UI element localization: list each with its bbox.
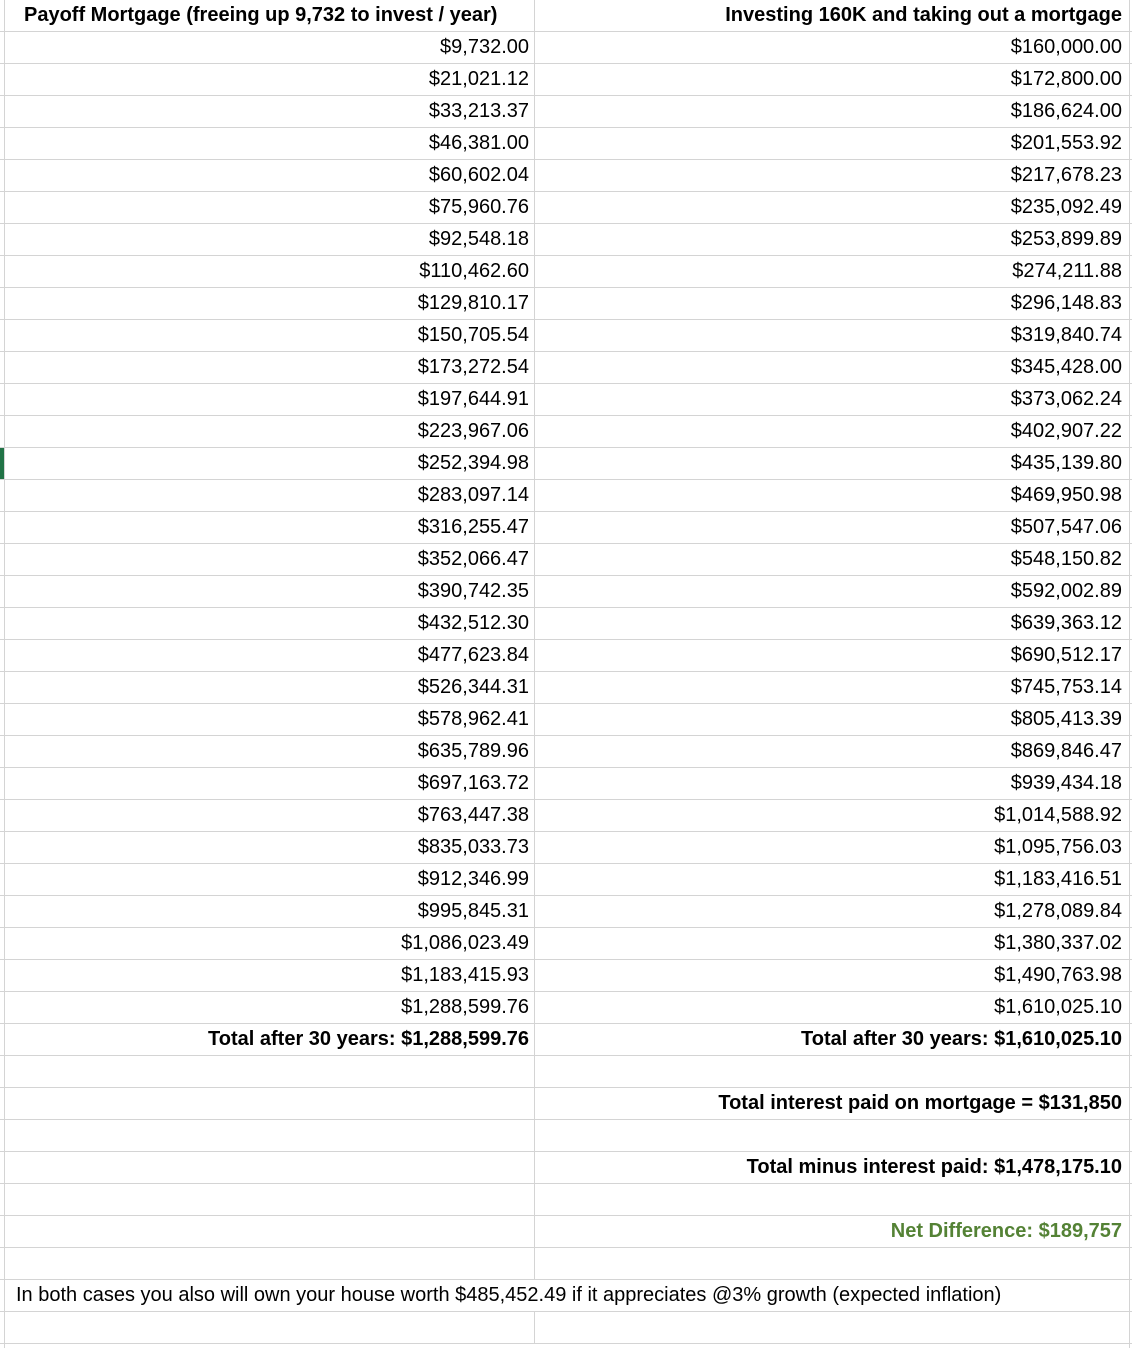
empty-cell[interactable] (5, 1248, 535, 1279)
table-row (0, 544, 1132, 576)
investing-value-cell[interactable]: $235,092.49 (1010, 196, 1122, 218)
investing-value-cell[interactable]: $186,624.00 (1010, 100, 1122, 122)
table-row (0, 608, 1132, 640)
empty-cell[interactable] (535, 1248, 1129, 1279)
table-row (0, 832, 1132, 864)
minus-interest-cell[interactable]: Total minus interest paid: $1,478,175.10 (746, 1156, 1122, 1178)
table-row (0, 512, 1132, 544)
investing-value-cell[interactable]: $939,434.18 (1010, 772, 1122, 794)
payoff-value-cell[interactable]: $432,512.30 (5, 608, 535, 639)
header-row (0, 0, 1132, 32)
empty-row (0, 1312, 1132, 1344)
investing-value-cell[interactable]: $435,139.80 (1010, 452, 1122, 474)
payoff-value-cell[interactable]: $9,732.00 (5, 32, 535, 63)
payoff-value-cell[interactable]: $197,644.91 (5, 384, 535, 415)
table-row (0, 224, 1132, 256)
investing-value-cell[interactable]: $1,380,337.02 (994, 932, 1122, 954)
house-value-note[interactable]: In both cases you also will own your house worth $485,452.49 if it appreciates @3% growth (expected inflation) (16, 1284, 1002, 1306)
investing-value-cell[interactable]: $805,413.39 (1010, 708, 1122, 730)
payoff-value-cell[interactable]: $578,962.41 (5, 704, 535, 735)
empty-cell[interactable] (5, 1152, 535, 1183)
investing-value-cell[interactable]: $1,490,763.98 (994, 964, 1122, 986)
payoff-value-cell[interactable]: $223,967.06 (5, 416, 535, 447)
payoff-value-cell[interactable]: $526,344.31 (5, 672, 535, 703)
table-row (0, 384, 1132, 416)
payoff-value-cell[interactable]: $252,394.98 (5, 448, 535, 479)
payoff-value-cell[interactable]: $316,255.47 (5, 512, 535, 543)
table-row (0, 288, 1132, 320)
investing-value-cell[interactable]: $592,002.89 (1010, 580, 1122, 602)
payoff-value-cell[interactable]: $60,602.04 (5, 160, 535, 191)
investing-value-cell[interactable]: $1,014,588.92 (994, 804, 1122, 826)
investing-value-cell[interactable]: $160,000.00 (1010, 36, 1122, 58)
table-row (0, 736, 1132, 768)
empty-cell[interactable] (535, 1056, 1129, 1087)
table-row (0, 160, 1132, 192)
table-row (0, 128, 1132, 160)
investing-value-cell[interactable]: $373,062.24 (1010, 388, 1122, 410)
payoff-value-cell[interactable]: $46,381.00 (5, 128, 535, 159)
payoff-value-cell[interactable]: $477,623.84 (5, 640, 535, 671)
investing-value-cell[interactable]: $201,553.92 (1010, 132, 1122, 154)
table-row (0, 480, 1132, 512)
total-payoff-cell[interactable]: Total after 30 years: $1,288,599.76 (5, 1024, 535, 1055)
payoff-value-cell[interactable]: $835,033.73 (5, 832, 535, 863)
payoff-value-cell[interactable]: $1,183,415.93 (5, 960, 535, 991)
investing-value-cell[interactable]: $274,211.88 (1012, 260, 1122, 282)
investing-value-cell[interactable]: $1,610,025.10 (994, 996, 1122, 1018)
payoff-value-cell[interactable]: $129,810.17 (5, 288, 535, 319)
table-row (0, 320, 1132, 352)
table-row (0, 352, 1132, 384)
empty-cell[interactable] (5, 1184, 535, 1215)
table-row (0, 672, 1132, 704)
investing-value-cell[interactable]: $469,950.98 (1010, 484, 1122, 506)
table-row (0, 192, 1132, 224)
note-row (0, 1280, 1132, 1312)
empty-cell[interactable] (535, 1184, 1129, 1215)
table-row (0, 416, 1132, 448)
empty-cell[interactable] (5, 1216, 535, 1247)
table-row (0, 32, 1132, 64)
empty-cell[interactable] (5, 1056, 535, 1087)
table-row (0, 640, 1132, 672)
minus-interest-row (0, 1152, 1132, 1184)
investing-value-cell[interactable]: $217,678.23 (1010, 164, 1122, 186)
table-row (0, 864, 1132, 896)
payoff-value-cell[interactable]: $150,705.54 (5, 320, 535, 351)
table-row (0, 896, 1132, 928)
investing-value-cell[interactable]: $507,547.06 (1010, 516, 1122, 538)
payoff-value-cell[interactable]: $763,447.38 (5, 800, 535, 831)
table-row (0, 800, 1132, 832)
table-row (0, 928, 1132, 960)
interest-row (0, 1088, 1132, 1120)
header-cell-payoff[interactable]: Payoff Mortgage (freeing up 9,732 to invest / year) (5, 0, 535, 31)
payoff-value-cell[interactable]: $697,163.72 (5, 768, 535, 799)
payoff-value-cell[interactable]: $1,288,599.76 (5, 992, 535, 1023)
table-row (0, 992, 1132, 1024)
table-row (0, 576, 1132, 608)
payoff-value-cell[interactable]: $21,021.12 (5, 64, 535, 95)
table-row (0, 64, 1132, 96)
investing-value-cell[interactable]: $402,907.22 (1010, 420, 1122, 442)
investing-value-cell[interactable]: $172,800.00 (1010, 68, 1122, 90)
investing-value-cell[interactable]: $1,095,756.03 (994, 836, 1122, 858)
investing-value-cell[interactable]: $1,183,416.51 (994, 868, 1122, 890)
empty-row (0, 1184, 1132, 1216)
payoff-value-cell[interactable]: $92,548.18 (5, 224, 535, 255)
payoff-value-cell[interactable]: $1,086,023.49 (5, 928, 535, 959)
empty-cell[interactable] (5, 1312, 535, 1343)
investing-value-cell[interactable]: $745,753.14 (1010, 676, 1122, 698)
payoff-value-cell[interactable]: $390,742.35 (5, 576, 535, 607)
total-investing-cell[interactable]: Total after 30 years: $1,610,025.10 (801, 1028, 1122, 1050)
empty-cell[interactable] (535, 1312, 1129, 1343)
empty-cell[interactable] (5, 1088, 535, 1119)
payoff-value-cell[interactable]: $75,960.76 (5, 192, 535, 223)
investing-value-cell[interactable]: $296,148.83 (1010, 292, 1122, 314)
payoff-value-cell[interactable]: $33,213.37 (5, 96, 535, 127)
investing-value-cell[interactable]: $690,512.17 (1010, 644, 1122, 666)
investing-value-cell[interactable]: $345,428.00 (1010, 356, 1122, 378)
payoff-value-cell[interactable]: $352,066.47 (5, 544, 535, 575)
investing-value-cell[interactable]: $1,278,089.84 (994, 900, 1122, 922)
header-cell-investing[interactable]: Investing 160K and taking out a mortgage (725, 4, 1122, 26)
investing-value-cell[interactable]: $639,363.12 (1010, 612, 1122, 634)
net-difference-cell[interactable]: Net Difference: $189,757 (890, 1220, 1122, 1242)
table-row (0, 96, 1132, 128)
empty-cell[interactable] (535, 1120, 1129, 1151)
table-row (0, 448, 1132, 480)
net-difference-row (0, 1216, 1132, 1248)
payoff-value-cell[interactable]: $110,462.60 (5, 256, 535, 287)
payoff-value-cell[interactable]: $995,845.31 (5, 896, 535, 927)
empty-cell[interactable] (5, 1120, 535, 1151)
empty-row (0, 1056, 1132, 1088)
investing-value-cell[interactable]: $869,846.47 (1010, 740, 1122, 762)
investing-value-cell[interactable]: $319,840.74 (1010, 324, 1122, 346)
investing-value-cell[interactable]: $548,150.82 (1010, 548, 1122, 570)
interest-paid-cell[interactable]: Total interest paid on mortgage = $131,850 (718, 1092, 1122, 1114)
payoff-value-cell[interactable]: $173,272.54 (5, 352, 535, 383)
investing-value-cell[interactable]: $253,899.89 (1010, 228, 1122, 250)
payoff-value-cell[interactable]: $635,789.96 (5, 736, 535, 767)
totals-row (0, 1024, 1132, 1056)
payoff-value-cell[interactable]: $912,346.99 (5, 864, 535, 895)
empty-row (0, 1248, 1132, 1280)
table-row (0, 704, 1132, 736)
table-row (0, 768, 1132, 800)
table-row (0, 960, 1132, 992)
empty-row (0, 1120, 1132, 1152)
table-row (0, 256, 1132, 288)
payoff-value-cell[interactable]: $283,097.14 (5, 480, 535, 511)
